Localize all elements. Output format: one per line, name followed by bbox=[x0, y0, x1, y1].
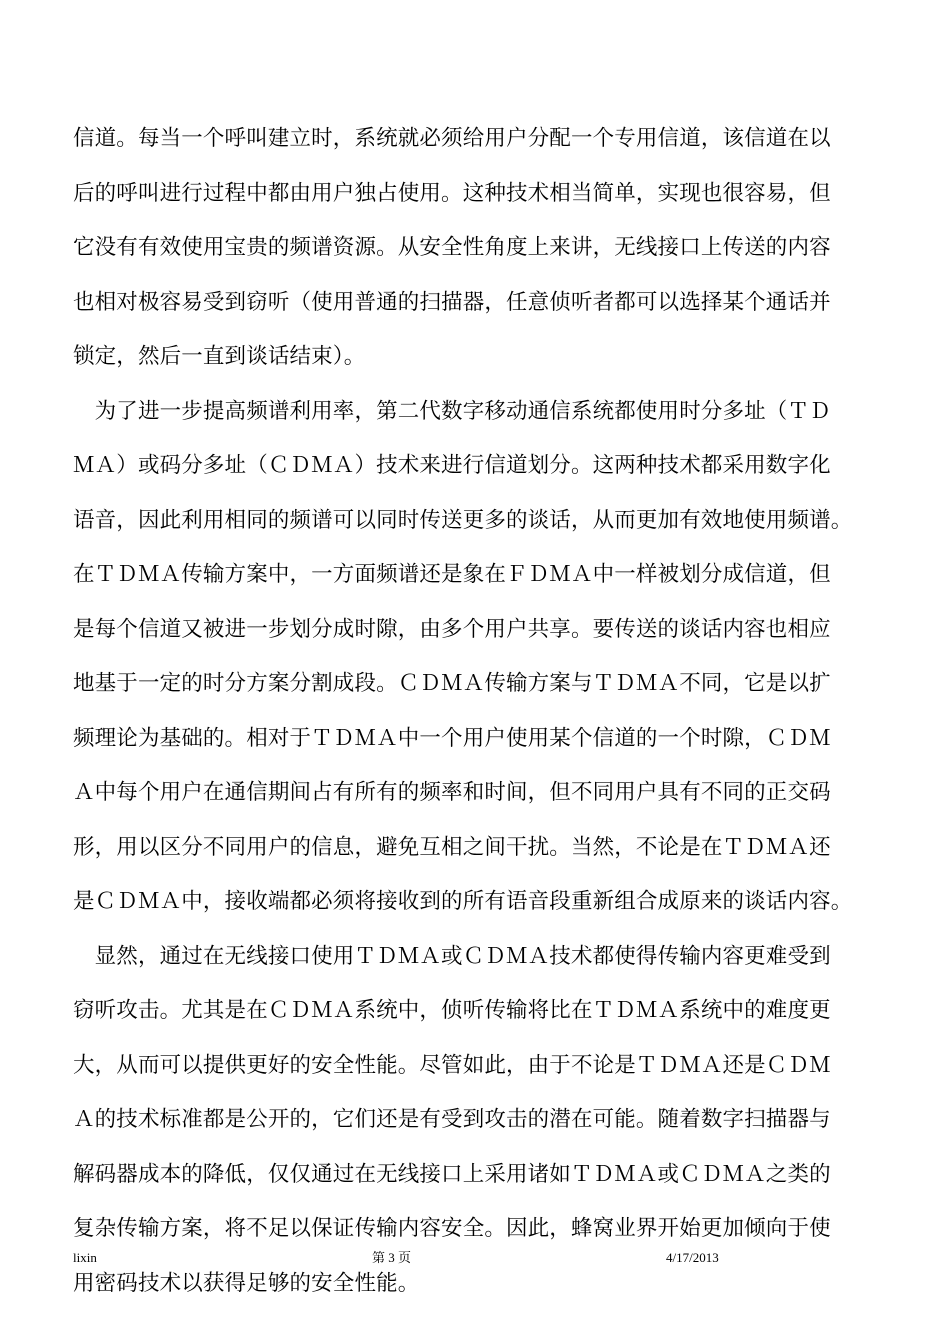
text-line: 为了进一步提高频谱利用率，第二代数字移动通信系统都使用时分多址（ＴＤ bbox=[73, 398, 831, 424]
text-line: 解码器成本的降低，仅仅通过在无线接口上采用诸如ＴＤＭＡ或ＣＤＭＡ之类的 bbox=[73, 1161, 831, 1187]
text-line: 地基于一定的时分方案分割成段。ＣＤＭＡ传输方案与ＴＤＭＡ不同，它是以扩 bbox=[73, 671, 831, 696]
text-line: 复杂传输方案，将不足以保证传输内容安全。因此，蜂窝业界开始更加倾向于使 bbox=[73, 1216, 831, 1241]
text-line: ＭＡ）或码分多址（ＣＤＭＡ）技术来进行信道划分。这两种技术都采用数字化 bbox=[73, 453, 831, 478]
footer-page-number: 第 3 页 bbox=[372, 1250, 412, 1265]
text-line: 窃听攻击。尤其是在ＣＤＭＡ系统中，侦听传输将比在ＴＤＭＡ系统中的难度更 bbox=[73, 998, 831, 1023]
text-line: 信道。每当一个呼叫建立时，系统就必须给用户分配一个专用信道，该信道在以 bbox=[73, 126, 831, 151]
text-line: 它没有有效使用宝贵的频谱资源。从安全性角度上来讲，无线接口上传送的内容 bbox=[73, 235, 831, 260]
text-line: 在ＴＤＭＡ传输方案中，一方面频谱还是象在ＦＤＭＡ中一样被划分成信道，但 bbox=[73, 562, 831, 587]
text-line: Ａ的技术标准都是公开的，它们还是有受到攻击的潜在可能。随着数字扫描器与 bbox=[73, 1107, 831, 1132]
text-line: 锁定，然后一直到谈话结束）。 bbox=[73, 344, 366, 369]
text-line: 频理论为基础的。相对于ＴＤＭＡ中一个用户使用某个信道的一个时隙，ＣＤＭ bbox=[73, 725, 831, 751]
text-line: 是每个信道又被进一步划分成时隙，由多个用户共享。要传送的谈话内容也相应 bbox=[73, 616, 831, 642]
footer-date: 4/17/2013 bbox=[666, 1250, 719, 1265]
text-line: 也相对极容易受到窃听（使用普通的扫描器，任意侦听者都可以选择某个通话并 bbox=[73, 289, 831, 315]
text-line: 用密码技术以获得足够的安全性能。 bbox=[73, 1270, 420, 1296]
text-line: 后的呼叫进行过程中都由用户独占使用。这种技术相当简单，实现也很容易，但 bbox=[73, 180, 831, 206]
text-line: 形，用以区分不同用户的信息，避免互相之间干扰。当然，不论是在ＴＤＭＡ还 bbox=[73, 834, 831, 860]
text-line: 大，从而可以提供更好的安全性能。尽管如此，由于不论是ＴＤＭＡ还是ＣＤＭ bbox=[73, 1052, 831, 1078]
text-line: Ａ中每个用户在通信期间占有所有的频率和时间，但不同用户具有不同的正交码 bbox=[73, 780, 831, 805]
footer-author: lixin bbox=[73, 1250, 97, 1265]
body-text bbox=[73, 112, 873, 1311]
text-line: 是ＣＤＭＡ中，接收端都必须将接收到的所有语音段重新组合成原来的谈话内容。 bbox=[73, 889, 853, 914]
text-line: 显然，通过在无线接口使用ＴＤＭＡ或ＣＤＭＡ技术都使得传输内容更难受到 bbox=[73, 943, 831, 969]
text-line: 语音，因此利用相同的频谱可以同时传送更多的谈话，从而更加有效地使用频谱。 bbox=[73, 507, 853, 533]
